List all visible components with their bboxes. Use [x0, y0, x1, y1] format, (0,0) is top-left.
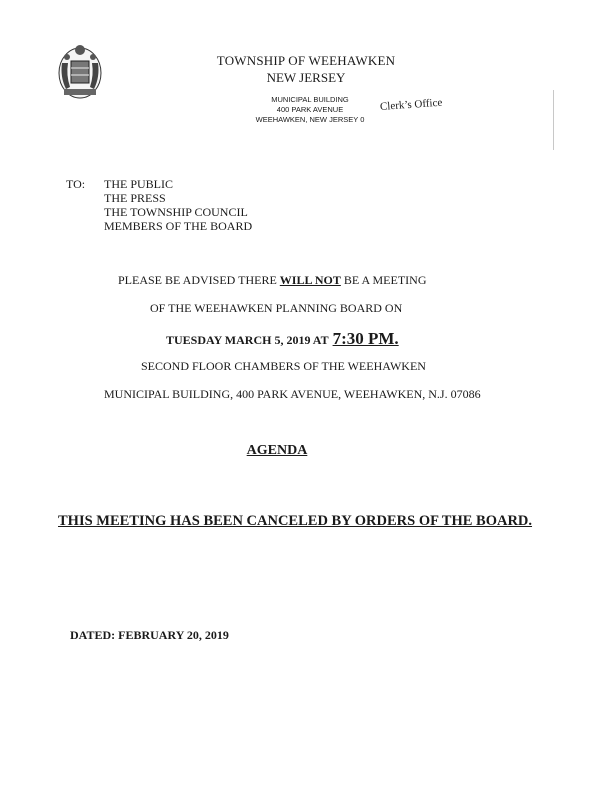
meeting-date-line	[166, 329, 399, 349]
recipient-item: THE PRESS	[104, 191, 166, 205]
notice-line-1-pre: PLEASE BE ADVISED THERE	[118, 273, 280, 287]
notice-line-1	[118, 273, 427, 288]
cancellation-notice: THIS MEETING HAS BEEN CANCELED BY ORDERS OF THE BOARD.	[58, 513, 533, 529]
township-title: TOWNSHIP OF WEEHAWKEN	[216, 53, 396, 68]
to-label: TO:	[66, 177, 86, 191]
agenda-heading: AGENDA	[246, 443, 308, 458]
clerks-office-stamp: Clerk’s Office	[379, 96, 443, 113]
city-address: WEEHAWKEN, NEW JERSEY 0	[255, 115, 365, 124]
notice-line-2: OF THE WEEHAWKEN PLANNING BOARD ON	[150, 301, 403, 315]
dated-line: DATED: FEBRUARY 20, 2019	[70, 628, 229, 642]
notice-line-4: SECOND FLOOR CHAMBERS OF THE WEEHAWKEN	[141, 359, 426, 373]
page-edge-divider	[553, 90, 554, 150]
recipient-item: MEMBERS OF THE BOARD	[104, 219, 253, 233]
notice-line-5: MUNICIPAL BUILDING, 400 PARK AVENUE, WEEHAWKEN, N.J. 07086	[104, 387, 481, 401]
building-name: MUNICIPAL BUILDING	[271, 95, 349, 104]
meeting-time: 7:30 PM.	[332, 329, 399, 348]
recipient-item: THE PUBLIC	[104, 177, 173, 191]
recipient-item: THE TOWNSHIP COUNCIL	[104, 205, 248, 219]
street-address: 400 PARK AVENUE	[276, 105, 344, 114]
meeting-date: TUESDAY MARCH 5, 2019 AT	[166, 333, 329, 347]
will-not-emphasis: WILL NOT	[279, 273, 341, 287]
new-jersey-state-seal-icon	[56, 41, 104, 101]
state-title: NEW JERSEY	[266, 70, 346, 85]
notice-line-1-post: BE A MEETING	[340, 273, 427, 287]
